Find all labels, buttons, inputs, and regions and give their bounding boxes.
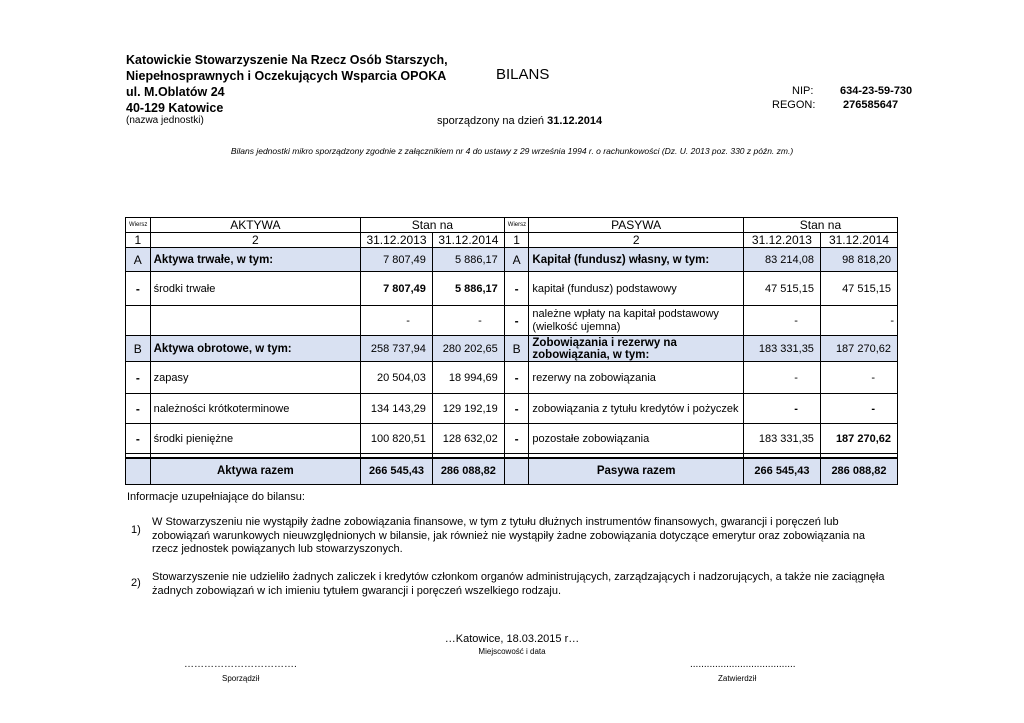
row-label: rezerwy na zobowiązania: [529, 362, 744, 394]
entity-line-1: Katowickie Stowarzyszenie Na Rzecz Osób Starszych,: [126, 53, 448, 67]
row-label: pozostałe zobowiązania: [529, 424, 744, 454]
nip-label: NIP:: [792, 85, 814, 97]
entity-line-3: ul. M.Oblatów 24: [126, 85, 225, 99]
table-row: [126, 272, 898, 306]
row-value-2014: 98 818,20: [820, 248, 897, 272]
row-label: kapitał (fundusz) podstawowy: [529, 272, 744, 306]
col-num-2: 2: [150, 233, 360, 248]
total-right-label: Pasywa razem: [529, 458, 744, 484]
entity-caption: (nazwa jednostki): [126, 115, 204, 126]
nip-value: 634-23-59-730: [840, 85, 913, 97]
table-row: [126, 306, 898, 336]
row-label: Zobowiązania i rezerwy na zobowiązania, w tym:: [529, 336, 744, 362]
totals-row: [126, 458, 898, 484]
row-label: Aktywa trwałe, w tym:: [150, 248, 360, 272]
row-label: należne wpłaty na kapitał podstawowy (wielkość ujemna): [529, 306, 744, 336]
table-row: [126, 424, 898, 454]
table-row: [126, 362, 898, 394]
balance-table: [125, 217, 898, 485]
info-item-2-text: Stowarzyszenie nie udzieliło żadnych zaliczek i kredytów członkom organów administrujących, zarządzających i nadzorujących, a także nie zaciągnęła żadnych zobowiązań w ich imieniu tytułem gwarancji i poręczeń wszelkiego rodzaju.: [152, 571, 885, 597]
row-value-2013: 83 214,08: [743, 248, 820, 272]
row-value-2013: 134 143,29: [361, 394, 433, 424]
col-num-1: 1: [126, 233, 151, 248]
entity-line-2: Niepełnosprawnych i Oczekujących Wsparcia OPOKA: [126, 69, 447, 83]
row-value-2013: 7 807,49: [361, 272, 433, 306]
signature-right-caption: Zatwierdził: [718, 674, 757, 683]
date-value: 31.12.2014: [547, 115, 603, 127]
row-num: [126, 306, 151, 336]
row-value-2014: 47 515,15: [820, 272, 897, 306]
pasywa-header: PASYWA: [529, 218, 744, 233]
row-label: zobowiązania z tytułu kredytów i pożyczek: [529, 394, 744, 424]
row-label: środki pieniężne: [150, 424, 360, 454]
info-item-1-text: W Stowarzyszeniu nie wystąpiły żadne zobowiązania finansowe, w tym z tytułu dłużnych instrumentów finansowych, gwarancji i poręczeń lub zobowiązań warunkowych nieuwzględnionych w bilansie, jak również nie wystąpiły żadne zobowiązania dotyczące emerytur oraz zobowiązania na rzecz jednostek powiązanych lub stowarzyszonych.: [152, 516, 865, 555]
stan-na-right: Stan na: [743, 218, 897, 233]
doc-title: BILANS: [496, 66, 550, 83]
signature-left-dots: …………………………….: [184, 659, 297, 670]
regon-value: 276585647: [843, 99, 899, 111]
row-value-2014: 5 886,17: [432, 248, 504, 272]
row-value-2013: 183 331,35: [743, 336, 820, 362]
row-value-2014: 129 192,19: [432, 394, 504, 424]
row-num: -: [126, 362, 151, 394]
row-value-2014: 280 202,65: [432, 336, 504, 362]
row-value-2013: -: [361, 306, 433, 336]
row-value-2013: 258 737,94: [361, 336, 433, 362]
row-label: Kapitał (fundusz) własny, w tym:: [529, 248, 744, 272]
entity-line-4: 40-129 Katowice: [126, 101, 224, 115]
row-value-2014: 128 632,02: [432, 424, 504, 454]
row-value-2014: -: [432, 306, 504, 336]
row-value-2014: 187 270,62: [820, 336, 897, 362]
signature-left-caption: Sporządził: [222, 674, 260, 683]
place-caption: Miejscowość i data: [478, 647, 546, 656]
row-num: B: [504, 336, 529, 362]
row-num: -: [126, 272, 151, 306]
table-subheader-row: [126, 233, 898, 248]
info-item-2-num: 2): [131, 577, 141, 589]
col-date-2014-right: 31.12.2014: [820, 233, 897, 248]
row-value-2013: 183 331,35: [743, 424, 820, 454]
row-label: Aktywa obrotowe, w tym:: [150, 336, 360, 362]
wiersz-right: Wiersz: [504, 218, 529, 233]
row-value-2014: 187 270,62: [820, 424, 897, 454]
row-value-2013: 47 515,15: [743, 272, 820, 306]
row-label: [150, 306, 360, 336]
row-value-2013: -: [743, 362, 820, 394]
row-label: zapasy: [150, 362, 360, 394]
date-prefix: sporządzony na dzień: [437, 115, 545, 127]
row-label: środki trwałe: [150, 272, 360, 306]
regon-label: REGON:: [772, 99, 816, 111]
row-value-2013: 7 807,49: [361, 248, 433, 272]
row-value-2014: 18 994,69: [432, 362, 504, 394]
col-num-2-right: 2: [529, 233, 744, 248]
row-value-2013: 20 504,03: [361, 362, 433, 394]
total-right-2014: 286 088,82: [820, 458, 897, 484]
table-row: [126, 394, 898, 424]
wiersz-left: Wiersz: [126, 218, 151, 233]
row-num: -: [126, 394, 151, 424]
total-left-2013: 266 545,43: [361, 458, 433, 484]
stan-na-left: Stan na: [361, 218, 505, 233]
total-left-label: Aktywa razem: [150, 458, 360, 484]
aktywa-header: AKTYWA: [150, 218, 360, 233]
col-date-2014-left: 31.12.2014: [432, 233, 504, 248]
row-label: należności krótkoterminowe: [150, 394, 360, 424]
total-right-2013: 266 545,43: [743, 458, 820, 484]
table-row: [126, 336, 898, 362]
info-title: Informacje uzupełniające do bilansu:: [127, 491, 305, 503]
subtitle: Bilans jednostki mikro sporządzony zgodnie z załącznikiem nr 4 do ustawy z 29 września 1994 r. o rachunkowości (Dz. U. 2013 poz. 330 z późn. zm.): [230, 146, 794, 156]
row-num: -: [504, 362, 529, 394]
row-value-2013: -: [743, 394, 820, 424]
row-num: A: [504, 248, 529, 272]
row-num: -: [504, 394, 529, 424]
row-value-2013: 100 820,51: [361, 424, 433, 454]
row-num: A: [126, 248, 151, 272]
table-row: [126, 248, 898, 272]
row-num: B: [126, 336, 151, 362]
table-header-row: [126, 218, 898, 233]
col-date-2013-right: 31.12.2013: [743, 233, 820, 248]
row-value-2013: -: [743, 306, 820, 336]
col-num-1-right: 1: [504, 233, 529, 248]
row-value-2014: -: [820, 306, 897, 336]
row-value-2014: 5 886,17: [432, 272, 504, 306]
row-num: -: [504, 306, 529, 336]
total-left-2014: 286 088,82: [432, 458, 504, 484]
row-num: -: [126, 424, 151, 454]
row-value-2014: -: [820, 394, 897, 424]
entity-name-block: [126, 52, 448, 116]
row-num: -: [504, 272, 529, 306]
col-date-2013-left: 31.12.2013: [361, 233, 433, 248]
place-date: …Katowice, 18.03.2015 r…: [444, 633, 580, 645]
row-num: -: [504, 424, 529, 454]
row-value-2014: -: [820, 362, 897, 394]
info-item-1-num: 1): [131, 524, 141, 536]
signature-right-dots: ......................................: [690, 659, 796, 670]
date-line: [437, 115, 602, 127]
